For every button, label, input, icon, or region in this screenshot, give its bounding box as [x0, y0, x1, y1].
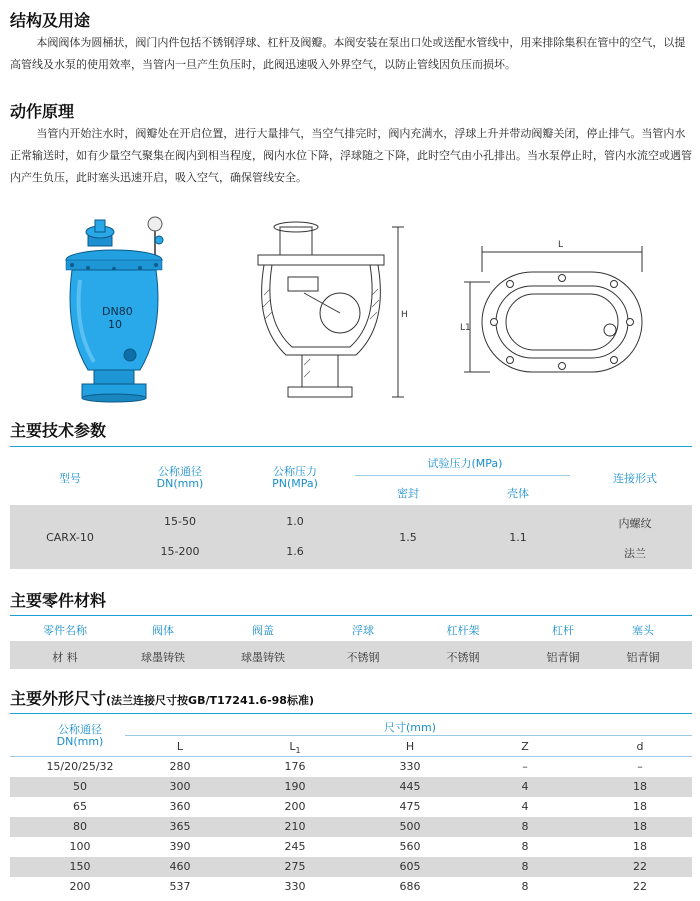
dims-cell-4-0: 100 — [69, 840, 91, 853]
spec-header-pn-1: 公称压力 — [273, 465, 317, 478]
dims-header-dn-2: DN(mm) — [56, 735, 104, 748]
dims-col-header-1: $L_1$ — [289, 740, 301, 756]
spec-header-conn: 连接形式 — [613, 472, 657, 485]
dims-cell-5-5: 22 — [633, 860, 647, 873]
dims-title-note: (法兰连接尺寸按GB/T17241.6-98标准) — [106, 694, 314, 707]
dim-label-L: L — [558, 240, 564, 250]
valve-label-pn: 10 — [108, 318, 122, 331]
dims-cell-5-3: 605 — [399, 860, 421, 873]
dims-cell-5-0: 150 — [69, 860, 91, 873]
dims-cell-1-2: 190 — [284, 780, 306, 793]
dims-col-header-4: d — [636, 740, 644, 753]
dims-col-header-2: H — [405, 740, 415, 753]
dims-cell-0-3: 330 — [399, 760, 421, 773]
materials-top-rule — [10, 615, 692, 616]
dims-cell-3-5: 18 — [633, 820, 647, 833]
material-value-3: 不锈钢 — [346, 651, 380, 664]
dims-cell-4-1: 390 — [169, 840, 191, 853]
section-title-specs: 主要技术参数 — [10, 421, 107, 440]
spec-shell-value: 1.1 — [509, 531, 527, 544]
dims-cell-6-1: 537 — [169, 880, 191, 893]
dims-cell-0-2: 176 — [284, 760, 306, 773]
material-value-2: 球墨铸铁 — [241, 651, 285, 664]
material-value-0: 材 料 — [52, 651, 78, 664]
dim-label-L1: L1 — [460, 323, 471, 333]
spec-pn-row-2: 1.6 — [286, 545, 304, 558]
structure-paragraph: 本阀阀体为圆桶状，阀门内件包括不锈钢浮球、杠杆及阀瓣。本阀安装在泵出口处或送配水管线中，用来排除集积在管中的空气，以提高管线及水泵的使用效率，当管内一旦产生负压时，此阀迅速吸入外界空气，以防止管线因负压而损坏。 — [10, 36, 686, 71]
valve-section-drawing — [248, 215, 418, 410]
dims-header-bottom-rule — [10, 756, 692, 757]
valve-label-dn: DN80 — [102, 305, 133, 318]
spec-conn-row-2: 法兰 — [624, 547, 646, 560]
material-part-0: 零件名称 — [43, 624, 87, 637]
dims-cell-1-1: 300 — [169, 780, 191, 793]
spec-header-divider — [355, 475, 570, 476]
section-title-materials: 主要零件材料 — [10, 591, 107, 610]
dims-header-size: 尺寸(mm) — [383, 721, 436, 734]
dims-cell-2-1: 360 — [169, 800, 191, 813]
spec-conn-row-1: 内螺纹 — [618, 517, 652, 530]
spec-header-pn-2: PN(MPa) — [272, 477, 318, 490]
dims-cell-3-4: 8 — [521, 820, 529, 833]
material-value-4: 不锈钢 — [446, 651, 480, 664]
dims-cell-2-5: 18 — [633, 800, 647, 813]
principle-paragraph: 当管内开始注水时，阀瓣处在开启位置，进行大量排气，当空气排完时，阀内充满水，浮球上升并带动阀瓣关闭，停止排气。当管内水正常输送时，如有少量空气聚集在阀内到相当程度，阀内水位下降，浮球随之下降，此时空气由小孔排出。当水泵停止时，管内水流空或遇管内产生负压，此时塞头迅速开启，吸入空气，确保管线安全。 — [10, 127, 692, 184]
specs-top-rule — [10, 446, 692, 447]
section-title-dims — [10, 686, 314, 709]
dims-cell-1-3: 445 — [399, 780, 421, 793]
dims-cell-0-1: 280 — [169, 760, 191, 773]
spec-header-model: 型号 — [59, 472, 81, 485]
valve-top-view-drawing — [460, 232, 660, 382]
spec-header-dn-1: 公称通径 — [158, 465, 202, 478]
material-value-5: 铝青铜 — [546, 651, 580, 664]
section-title-structure: 结构及用途 — [10, 11, 91, 30]
material-part-2: 阀盖 — [252, 624, 274, 637]
dims-cell-6-0: 200 — [69, 880, 91, 893]
dims-cell-2-2: 200 — [284, 800, 306, 813]
spec-header-test: 试验压力(MPa) — [427, 457, 503, 470]
material-part-5: 杠杆 — [552, 624, 574, 637]
material-value-6: 铝青铜 — [626, 651, 660, 664]
dims-cell-1-4: 4 — [521, 780, 529, 793]
dims-cell-3-2: 210 — [284, 820, 306, 833]
dims-cell-3-3: 500 — [399, 820, 421, 833]
material-part-3: 浮球 — [352, 624, 374, 637]
dim-label-H: H — [401, 310, 408, 320]
dims-cell-4-3: 560 — [399, 840, 421, 853]
dims-cell-2-0: 65 — [73, 800, 87, 813]
dims-title-text: 主要外形尺寸 — [10, 689, 107, 708]
spec-data-band — [10, 505, 692, 569]
spec-seal-value: 1.5 — [399, 531, 417, 544]
dims-col-header-3: Z — [521, 740, 529, 753]
dims-cell-3-0: 80 — [73, 820, 87, 833]
material-part-4: 杠杆架 — [446, 624, 480, 637]
dims-cell-0-4: – — [522, 760, 528, 773]
spec-header-seal: 密封 — [397, 487, 419, 500]
material-part-1: 阀体 — [152, 624, 174, 637]
dims-header-dn-1: 公称通径 — [58, 723, 102, 736]
spec-dn-row-1: 15-50 — [164, 515, 196, 528]
dims-cell-4-2: 245 — [284, 840, 306, 853]
valve-photo-illustration — [58, 210, 170, 410]
dims-cell-4-4: 8 — [521, 840, 529, 853]
dims-cell-2-4: 4 — [521, 800, 529, 813]
dims-cell-1-0: 50 — [73, 780, 87, 793]
spec-header-shell: 壳体 — [507, 487, 529, 500]
dims-cell-5-1: 460 — [169, 860, 191, 873]
dims-cell-0-5: – — [637, 760, 643, 773]
dims-cell-1-5: 18 — [633, 780, 647, 793]
spec-model: CARX-10 — [46, 531, 94, 544]
spec-dn-row-2: 15-200 — [160, 545, 200, 558]
dims-header-divider — [125, 735, 692, 736]
section-title-principle: 动作原理 — [10, 102, 75, 121]
dims-cell-5-2: 275 — [284, 860, 306, 873]
spec-header-dn-2: DN(mm) — [156, 477, 204, 490]
dims-col-header-0: L — [176, 740, 184, 753]
dims-cell-2-3: 475 — [399, 800, 421, 813]
spec-pn-row-1: 1.0 — [286, 515, 304, 528]
dims-cell-4-5: 18 — [633, 840, 647, 853]
dims-cell-6-2: 330 — [284, 880, 306, 893]
material-part-6: 塞头 — [632, 624, 654, 637]
dims-cell-3-1: 365 — [169, 820, 191, 833]
dims-cell-5-4: 8 — [521, 860, 529, 873]
dims-cell-0-0: 15/20/25/32 — [46, 760, 114, 773]
dims-cell-6-3: 686 — [399, 880, 421, 893]
material-value-1: 球墨铸铁 — [141, 651, 185, 664]
dims-cell-6-4: 8 — [521, 880, 529, 893]
dims-top-rule — [10, 713, 692, 714]
dims-cell-6-5: 22 — [633, 880, 647, 893]
